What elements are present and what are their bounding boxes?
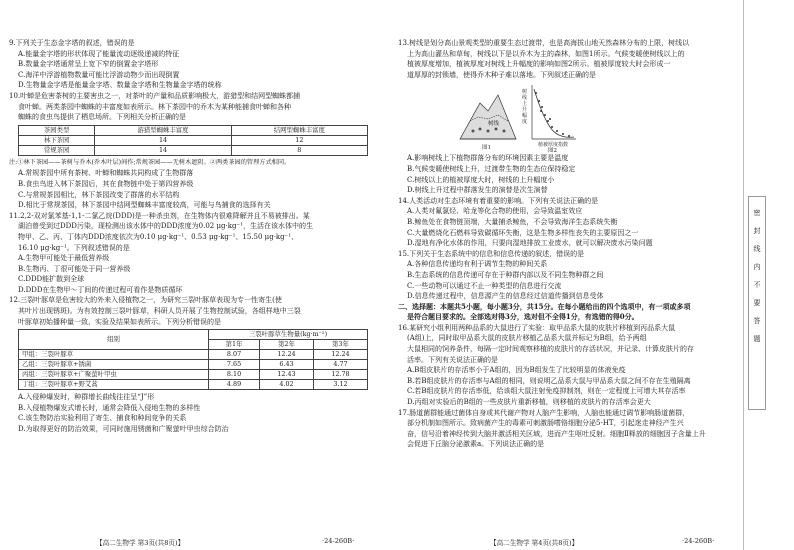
q15-option-a: A.各种信息传递均有利于调节生物的种间关系: [407, 260, 548, 269]
q9-option-d: D.生物量金字塔是能量金字塔、数量金字塔和生物量金字塔的统称: [18, 81, 222, 90]
binding-divider: [743, 0, 744, 550]
fig2-xlabel: 植被厚度指数: [538, 142, 569, 149]
table-cell: 丁组：三裂叶豚草+野艾蒿: [19, 380, 209, 390]
table-row: [19, 145, 368, 155]
fig1-treeline-label: 树线: [488, 121, 500, 128]
table-cell: 丙组：三裂叶豚草+广聚萤叶甲虫: [19, 370, 209, 380]
q13-line: 13.树线是划分高山景观类型的重要生态过渡带，也是高海拔山地天然森林分布的上限，树线以: [398, 39, 690, 47]
seal-char: 密: [753, 209, 761, 217]
table-cell: 12.43: [259, 370, 313, 380]
table-cell: 林下茶园: [19, 135, 95, 145]
q16-line: 16.某研究小组利用两种品系的大鼠进行了实验：取甲品系大鼠的皮肤片移植到丙品系大鼠: [398, 323, 676, 332]
q10-option-b: B.食虫鸟进入林下茶园后，其在食物链中处于第四营养级: [18, 179, 194, 188]
figure-2-plot: [532, 85, 576, 139]
fig1-caption: 图1: [482, 145, 491, 152]
q16-option-b: B.若B组皮肤片的存活率与A组的相同，则说明乙品系大鼠与甲品系大鼠之间不存在生殖隔离: [407, 376, 691, 385]
q11-line: 16.10 μg·kg⁻¹。下列叙述错误的是: [18, 243, 130, 252]
table-header: 第3年: [313, 340, 367, 350]
table-cell: 12.24: [313, 350, 367, 360]
q12-option-a: A.入侵种爆发时，种群增长曲线往往呈“J”形: [18, 393, 155, 402]
q10-line: 食叶蝉。两类茶园中蜘蛛的丰富度如表所示。林下茶园中的乔木为某种能捕食叶蝉和各种: [18, 102, 291, 111]
q12-table: [18, 329, 368, 390]
question-12: [9, 295, 387, 434]
q11-option-b: B.生物丙、丁很可能处于同一营养级: [18, 264, 131, 273]
q14-option-b: B.鲸鱼处在食物链顶端，大量捕杀鲸鱼，不会导致海洋生态系统失衡: [407, 217, 618, 226]
question-11: [9, 211, 387, 296]
question-17: [398, 408, 736, 450]
q10-line: 蜘蛛的食虫鸟提供了栖息场所。下列相关分析正确的是: [18, 113, 186, 122]
seal-char: 题: [753, 335, 761, 343]
right-column: [398, 38, 736, 450]
table-cell: 8.10: [209, 370, 260, 380]
table-cell: 7.65: [209, 360, 260, 370]
left-column: [9, 38, 387, 435]
q14-option-c: C.大量燃烧化石燃料导致碳循环失衡，这是生物多样性丧失的主要原因之一: [407, 228, 639, 237]
q13-option-c: C.树线以上的植被厚度大时，树线的上升幅度小: [407, 175, 555, 184]
q16-line: 活率。下列有关说法正确的是: [407, 355, 498, 364]
fig2-ylabel: 树线上升幅度: [522, 89, 528, 126]
q13-figures: [458, 81, 578, 153]
q14-stem: 14.人类活动对生态环境有着重要的影响。下列有关说法正确的是: [398, 196, 599, 205]
table-cell: 4.02: [259, 380, 313, 390]
table-cell: 乙组：三裂叶豚草+锈菌: [19, 360, 209, 370]
q17-line: 部分机制如图所示。致病菌产生的毒素可刺激肠嗜铬细胞分泌5-HT，引起迷走神经产生兴: [407, 419, 684, 428]
q12-option-d: D.为取得更好的防治效果，可同时施用锈菌和广聚萤叶甲虫综合防治: [18, 425, 229, 434]
table-row: [19, 360, 368, 370]
section-2-heading: [398, 302, 736, 323]
q12-line: 其叶片出现锈斑)。为有效控制三裂叶豚草，科研人员开展了生物控制试验，各组样地中三裂: [18, 307, 301, 316]
table-cell: 14: [95, 135, 231, 145]
table-cell: 甲组：三裂叶豚草: [19, 350, 209, 360]
q15-option-b: B.生态系统的信息传递可存在于种群内部以及不同生物种群之间: [407, 270, 604, 279]
footer-page-label-left: 【高二生物学 第3页(共8页)】: [96, 539, 185, 547]
q13-line: 道厚厚的封锁墙，使得乔木种子难以落地。下列叙述正确的是: [407, 70, 596, 79]
q16-option-d: D.丙组对实验后的B组的一些皮肤片重新移植，则移植的皮肤片的存活率会更大: [407, 398, 651, 407]
q16-option-a: A.B组皮肤片的存活率小于A组的，因为B组发生了比较明显的体液免疫: [407, 366, 626, 375]
table-cell: 8: [231, 145, 367, 155]
table-header: 三裂叶豚草生物量(kg·m⁻²): [209, 330, 368, 340]
table-header: 第2年: [259, 340, 313, 350]
q14-option-a: A.人类对氟氯烃、哈龙等化合物的使用，会导致温室效应: [407, 207, 583, 216]
q9-stem: 9.下列关于生态金字塔的叙述，错误的是: [9, 39, 135, 47]
q11-line: 11.2,2-双对氯苯基-1,1-二氯乙烷(DDD)是一种杀虫剂，在生物体内很难降解并且不易被排出。某: [9, 211, 310, 220]
seal-char: 封: [753, 227, 761, 235]
table-cell: 12.24: [259, 350, 313, 360]
q16-option-c: C.若B组皮肤片的存活率低，给该组大鼠注射免疫抑制剂，则在一定程度上可增大其存活率: [407, 387, 686, 396]
q11-line: 湖泊曾受到过DDD污染，现检测出该水体中的DDD浓度为0.02 μg·kg⁻¹，生活在该水体中的生: [18, 222, 313, 231]
seal-char: 线: [753, 245, 761, 253]
question-14: [398, 196, 736, 249]
q17-line: 奋，信号沿着神经传到大脑并激活相关区域，进而产生呕吐反射。细胞Ⅱ释放的细胞因子含量上升: [407, 429, 706, 438]
table-header: 茶园类型: [19, 125, 95, 135]
seal-char: 要: [753, 299, 761, 307]
q10-table: [18, 125, 368, 156]
q13-option-a: A.影响树线上下植物群落分布的环境因素主要是温度: [407, 154, 569, 163]
q10-line: 10.叶蝉是危害茶树的主要害虫之一，对茶叶的产量和品质影响极大，游猎型和结网型蜘蛛都捕: [9, 91, 301, 100]
q13-line: 植被厚度增加，植被厚度对树线上升幅度的影响如图2所示。植被厚度较大时会形成一: [407, 60, 671, 69]
table-header: 游猎型蜘蛛丰富度: [95, 125, 231, 135]
question-13: [398, 38, 736, 196]
q10-option-d: D.相比于常规茶园，林下茶园中结网型蜘蛛丰富度较高，可能与鸟捕食的选择有关: [18, 201, 271, 210]
table-cell: 12: [231, 135, 367, 145]
q10-option-a: A.常规茶园中所有茶树、叶蝉和蜘蛛共同构成了生物群落: [18, 169, 194, 178]
q12-line: 12.三裂叶豚草是危害较大的外来入侵植物之一，为研究三裂叶豚草表现为专一性寄生(使: [9, 296, 282, 305]
q13-option-d: D.树线上升过程中群落发生的演替是次生演替: [407, 186, 548, 195]
q15-stem: 15.下列关于生态系统中的信息和信息传递的叙述，错误的是: [398, 249, 585, 258]
q16-line: 大鼠相同的饲养条件，每隔一定时间观察移植的皮肤片的存活状况，并记录、计算皮肤片的存: [407, 345, 694, 354]
table-cell: 4.89: [209, 380, 260, 390]
seal-notice: [751, 204, 763, 348]
table-cell: 12.78: [313, 370, 367, 380]
table-cell: 14: [95, 145, 231, 155]
q13-option-b: B.气候变暖使树线上升，过渡带生物的生态位保持稳定: [407, 164, 576, 173]
q9-option-b: B.数量金字塔通常呈上宽下窄的倒置金字塔形: [18, 60, 159, 69]
q9-option-c: C.海洋中浮游植物数量可能比浮游动物少而出现倒置: [18, 70, 180, 79]
table-cell: 8.07: [209, 350, 260, 360]
q17-line: 17.肠道菌群能通过菌体自身或其代谢产物对人脑产生影响，人脑也能通过调节影响肠道菌群，: [398, 408, 690, 417]
q11-option-d: D.DDD在生物甲～丁间的传递过程可看作是物质循环: [18, 285, 183, 294]
table-header: 第1年: [209, 340, 260, 350]
table-cell: 6.43: [259, 360, 313, 370]
footer-page-label-right: 【高二生物学 第4页(共8页)】: [490, 539, 579, 547]
section-2-title-cont: 是符合题目要求的。全部选对得3分，选对但不全得1分，有选错的得0分。: [407, 312, 639, 322]
seal-char: 内: [753, 263, 761, 271]
question-10: [9, 91, 387, 211]
q16-line: (A组)上，同时取甲品系大鼠的皮肤片移植乙品系大鼠并标记为B组，给予两组: [407, 334, 647, 343]
table-row: [19, 350, 368, 360]
table-cell: 4.77: [313, 360, 367, 370]
question-9: [9, 38, 387, 91]
question-16: [398, 323, 736, 408]
q11-line: 物甲、乙、丙、丁体内DDD浓度依次为0.10 μg·kg⁻¹、0.53 μg·kg⁻¹、15.50 μg·kg⁻¹、: [18, 232, 299, 241]
q10-note: 注:①林下茶园——茶树与乔木(乔木叶层)间作;常规茶园——无树木遮阴。②两类茶园的管理方式相同。: [9, 158, 291, 166]
q12-option-c: C.该生物防治实验利用了寄生、捕食和种间竞争的关系: [18, 414, 187, 423]
fig2-caption: 图2: [548, 148, 557, 155]
table-row: [19, 370, 368, 380]
section-2-title: 二、选择题：本题共5小题，每小题3分，共15分。在每小题给出的四个选项中，有一项或多项: [398, 301, 691, 311]
table-row: [19, 135, 368, 145]
table-header: 组别: [19, 330, 209, 350]
question-15: [398, 249, 736, 302]
q12-option-b: B.入侵植物爆发式增长时，通常会降低入侵地生物的多样性: [18, 403, 201, 412]
q10-option-c: C.与常规茶园相比，林下茶园改变了群落的水平结构: [18, 190, 180, 199]
q14-option-d: D.湿地有净化水体的作用，只要向湿地排放工业废水，就可以解决废水污染问题: [407, 239, 653, 248]
table-header: 结网型蜘蛛丰富度: [231, 125, 367, 135]
q9-option-a: A.能量金字塔的形状体现了能量流动逐级递减的特征: [18, 49, 180, 58]
q15-option-c: C.一些动物可以通过不止一种类型的信息进行交流: [407, 281, 562, 290]
q15-option-d: D.信息传递过程中，信息源产生的信息经过信道传播到信息受体: [407, 292, 604, 301]
table-cell: 常规茶园: [19, 145, 95, 155]
q11-option-a: A.生物甲可能处于最低营养级: [18, 254, 110, 263]
footer-code-left: ·24-260B·: [322, 537, 355, 545]
table-row: [19, 380, 368, 390]
q17-line: 会促进下丘脑分泌激素a。下列说法正确的是: [407, 440, 545, 449]
seal-char: 不: [753, 281, 761, 289]
q11-option-c: C.DDD能扩散到全球: [18, 275, 85, 284]
seal-char: 答: [753, 317, 761, 325]
footer-code-right: ·24-260B·: [682, 537, 715, 545]
q12-line: 叶豚草初始播种量一致，实验及结果如表所示。下列分析错误的是: [18, 317, 221, 326]
table-cell: 3.12: [313, 380, 367, 390]
q13-line: 上为高山灌丛和草甸，树线以下是以乔木为主的森林，如图1所示。气候变暖使树线以上的: [407, 49, 685, 58]
